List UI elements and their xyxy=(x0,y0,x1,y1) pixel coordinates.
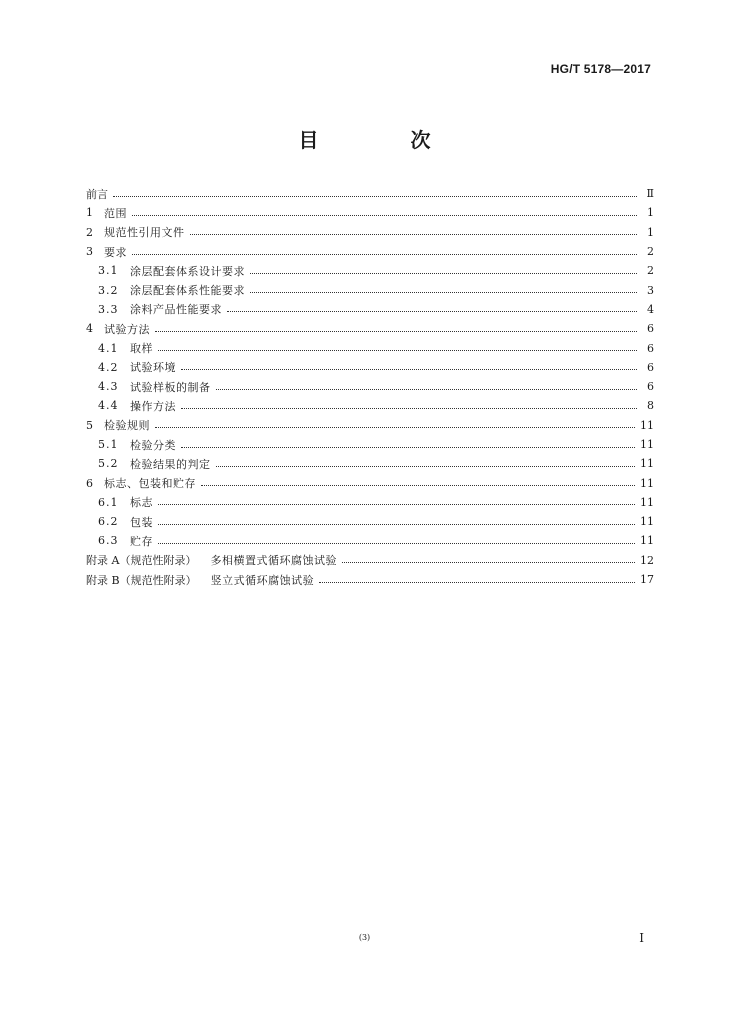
toc-entry[interactable] xyxy=(86,570,654,589)
toc-entry-page: 17 xyxy=(640,573,654,587)
toc-entry-title: 涂层配套体系设计要求 xyxy=(130,264,245,278)
toc-entry-number: 附录 B（规范性附录） xyxy=(86,573,197,587)
toc-leader-dots xyxy=(201,474,635,486)
toc-leader-dots xyxy=(250,281,637,293)
toc-leader-dots xyxy=(155,320,637,332)
toc-leader-dots xyxy=(342,551,635,563)
toc-entry-title: 涂层配套体系性能要求 xyxy=(130,284,245,298)
toc-entry-number: 6.3 xyxy=(98,534,119,548)
toc-entry-number: 1 xyxy=(86,206,93,220)
toc-leader-dots xyxy=(181,358,637,370)
toc-entry-page: 11 xyxy=(640,515,654,529)
toc-entry-title: 标志 xyxy=(130,496,153,510)
toc-entry-page: 11 xyxy=(640,438,654,451)
toc-entry[interactable] xyxy=(86,280,654,299)
standard-code: HG/T 5178—2017 xyxy=(550,62,651,76)
toc-entry-page: 2 xyxy=(647,245,654,259)
toc-entry-title: 包装 xyxy=(130,515,153,529)
toc-entry-page: 12 xyxy=(640,553,654,567)
toc-entry-number: 5.2 xyxy=(98,457,119,471)
toc-leader-dots xyxy=(216,378,638,390)
toc-entry[interactable] xyxy=(86,551,654,570)
toc-entry-page: 11 xyxy=(640,476,654,490)
toc-entry[interactable] xyxy=(86,184,654,203)
toc-leader-dots xyxy=(132,243,637,255)
toc-entry-title: 检验规则 xyxy=(104,419,150,433)
toc-entry[interactable] xyxy=(86,416,654,435)
toc-entry[interactable] xyxy=(86,203,654,222)
toc-entry-number: 4.4 xyxy=(98,399,119,413)
toc-leader-dots xyxy=(216,455,636,467)
toc-entry-number: 3 xyxy=(86,245,93,259)
toc-entry-page: 6 xyxy=(647,341,654,355)
toc-entry-page: 1 xyxy=(647,206,654,220)
toc-entry-title: 取样 xyxy=(130,342,153,356)
toc-leader-dots xyxy=(113,185,637,197)
toc-entry-title: 要求 xyxy=(104,245,127,259)
toc-entry-page: 11 xyxy=(640,534,654,548)
toc-entry-number: 6 xyxy=(86,476,93,490)
toc-entry[interactable] xyxy=(86,223,654,242)
toc-entry[interactable] xyxy=(86,531,654,550)
toc-leader-dots xyxy=(181,397,637,409)
toc-entry[interactable] xyxy=(86,319,654,338)
toc-leader-dots xyxy=(190,223,638,235)
toc-entry-number: 3.2 xyxy=(98,283,119,297)
toc-leader-dots xyxy=(132,204,637,216)
toc-entry-title: 试验环境 xyxy=(130,361,176,375)
toc-entry[interactable] xyxy=(86,358,654,377)
toc-entry-page: 6 xyxy=(647,360,654,374)
toc-leader-dots xyxy=(158,493,635,505)
footer-page-number: I xyxy=(639,931,644,945)
toc-entry[interactable] xyxy=(86,454,654,473)
toc-entry-title: 多相横置式循环腐蚀试验 xyxy=(210,554,337,568)
footer-code: (3) xyxy=(358,933,371,942)
page-title: 目 次 xyxy=(298,128,467,152)
toc-entry-title: 规范性引用文件 xyxy=(104,226,185,240)
toc-entry[interactable] xyxy=(86,512,654,531)
toc-entry-number: 3.3 xyxy=(98,302,119,316)
toc-entry-title: 竖立式循环腐蚀试验 xyxy=(210,573,315,587)
toc-entry-page: 11 xyxy=(640,418,654,432)
toc-entry-title: 范围 xyxy=(104,206,127,220)
toc-entry-title: 标志、包装和贮存 xyxy=(104,477,196,491)
toc-entry-title: 试验方法 xyxy=(104,322,150,336)
toc-entry-number: 4.1 xyxy=(98,341,119,355)
toc-entry[interactable] xyxy=(86,493,654,512)
toc-entry-number: 3.1 xyxy=(98,264,119,278)
toc-entry-number: 附录 A（规范性附录） xyxy=(86,554,197,568)
toc-entry-title: 检验分类 xyxy=(130,438,176,452)
toc-entry-number: 6.1 xyxy=(98,495,119,509)
toc-entry[interactable] xyxy=(86,338,654,357)
toc-entry-title: 涂料产品性能要求 xyxy=(130,303,222,317)
toc-entry[interactable] xyxy=(86,300,654,319)
toc-leader-dots xyxy=(181,436,635,448)
toc-entry-page: 4 xyxy=(647,302,654,316)
toc-entry-page: Ⅱ xyxy=(646,187,654,201)
toc-entry-page: 6 xyxy=(647,380,654,394)
toc-leader-dots xyxy=(319,571,635,583)
toc-leader-dots xyxy=(158,513,635,525)
toc-entry-number: 5 xyxy=(86,418,93,432)
toc-entry-title: 试验样板的制备 xyxy=(130,380,211,394)
toc-leader-dots xyxy=(250,262,637,274)
toc-entry-page: 11 xyxy=(640,457,654,471)
toc-entry-page: 1 xyxy=(647,225,654,239)
toc-entry[interactable] xyxy=(86,473,654,492)
toc-entry-number: 5.1 xyxy=(98,438,119,451)
toc-entry[interactable] xyxy=(86,396,654,415)
toc-entry-page: 11 xyxy=(640,495,654,509)
toc-entry-title: 操作方法 xyxy=(130,399,176,413)
toc-leader-dots xyxy=(227,300,637,312)
toc-leader-dots xyxy=(158,532,635,544)
toc-entry-title: 检验结果的判定 xyxy=(130,457,211,471)
toc-entry-page: 8 xyxy=(647,399,654,413)
toc-entry[interactable] xyxy=(86,242,654,261)
toc-entry-title: 贮存 xyxy=(130,534,153,548)
toc-entry-number: 6.2 xyxy=(98,515,119,529)
toc-leader-dots xyxy=(155,416,635,428)
toc-leader-dots xyxy=(158,339,637,351)
toc-entry-number: 前言 xyxy=(86,187,108,201)
toc-entry[interactable] xyxy=(86,377,654,396)
toc-entry[interactable] xyxy=(86,435,654,454)
toc-entry-number: 4.2 xyxy=(98,360,119,374)
toc-entry-number: 4 xyxy=(86,322,93,336)
toc-entry-number: 2 xyxy=(86,225,93,239)
toc-entry-page: 2 xyxy=(647,264,654,278)
toc-entry[interactable] xyxy=(86,261,654,280)
table-of-contents xyxy=(86,184,654,589)
toc-entry-page: 3 xyxy=(647,283,654,297)
toc-entry-number: 4.3 xyxy=(98,380,119,394)
toc-entry-page: 6 xyxy=(647,322,654,336)
